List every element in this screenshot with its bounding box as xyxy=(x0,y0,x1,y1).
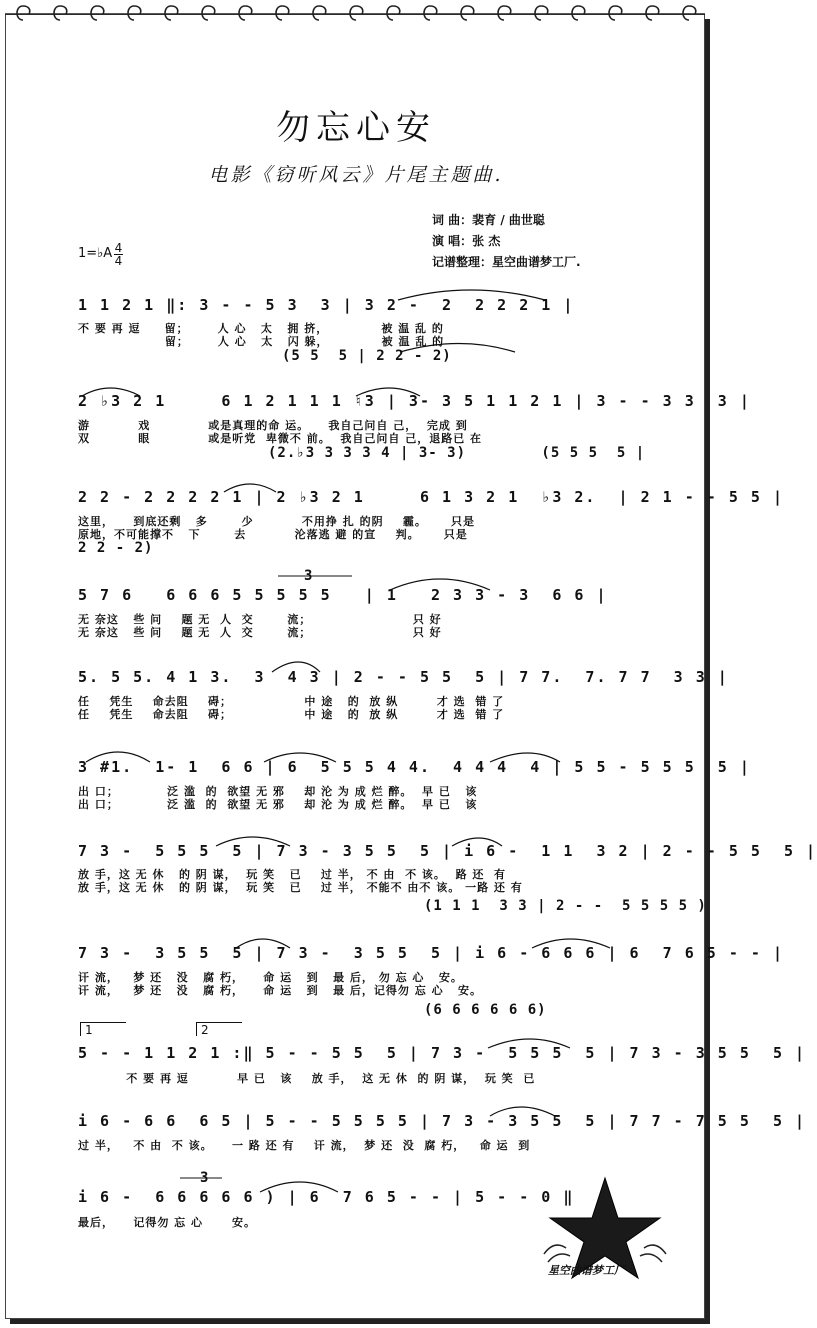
lyric-line-3a: 这里， 到底还剩 多 少 不用挣 扎 的阴 霾。 只是 xyxy=(78,515,476,528)
notation-line-6: 3 #1. 1- 1 6 6 | 6 5 5 5 4 4. 4 4 4 4 | 5 5 - 5 5 5 5 | xyxy=(78,758,751,776)
notation-line-7: 7 3 - 5 5 5 5 | 7 3 - 3 5 5 5 | i 6 - 1 1 3 2 | 2 - - 5 5 5 | xyxy=(78,842,817,860)
lyric-line-5b: 任 凭生 命去阻 碍； 中 途 的 放 纵 才 选 错 了 xyxy=(78,708,505,721)
credit-lyricist-composer: 词 曲：裴育 / 曲世聪 xyxy=(432,213,545,227)
lyric-line-1b: 留； 人 心 太 闪 躲， 被 温 乱 的 xyxy=(78,335,445,348)
lyric-line-5a: 任 凭生 命去阻 碍； 中 途 的 放 纵 才 选 错 了 xyxy=(78,695,505,708)
time-signature-top: 4 xyxy=(114,241,123,255)
key-signature: 1=♭A xyxy=(78,246,113,261)
lyric-line-8a: 讦 流， 梦 还 没 腐 朽， 命 运 到 最 后， 勿 忘 心 安。 xyxy=(78,971,463,984)
lyric-line-2a: 游 戏 或是真理的命 运。 我自己问自 己， 完成 到 xyxy=(78,419,468,432)
credit-transcriber: 记谱整理：星空曲谱梦工厂. xyxy=(432,255,581,269)
volta-ending-2: 2 xyxy=(196,1022,242,1036)
lyric-line-9: 不 要 再 逗 早 已 该 放 手， 这 无 休 的 阴 谋， 玩 笑 已 xyxy=(78,1072,536,1085)
credit-singer: 演 唱：张 杰 xyxy=(432,234,501,248)
song-title: 勿忘心安 xyxy=(276,108,436,148)
notation-line-2: 2 ♭3 2 1 6 1 2 1 1 1 ♮3 | 3- 3 5 1 1 2 1 | 3 - - 3 3 3 | xyxy=(78,392,751,410)
notation-line-4: 5 7 6 6 6 6 5 5 5 5 5 | 1 2 3 3 - 3 6 6 | xyxy=(78,586,608,604)
tuplet-mark-1: 3 xyxy=(304,568,314,584)
song-subtitle: 电影《窃听风云》片尾主题曲. xyxy=(208,164,504,186)
notation-line-1: 1 1 2 1 ‖: 3 - - 5 3 3 | 3 2 - 2 2 2 2 1 | xyxy=(78,296,575,314)
tuplet-mark-2: 3 xyxy=(200,1170,210,1186)
lyric-line-3b: 原地，不可能撑不 下 去 沦落逃 避 的宣 判。 只是 xyxy=(78,528,468,541)
lyric-line-11: 最后， 记得勿 忘 心 安。 xyxy=(78,1216,256,1229)
lyric-line-10: 过 半， 不 由 不 该。 一 路 还 有 讦 流， 梦 还 没 腐 朽， 命 运 到 xyxy=(78,1139,531,1152)
notation-line-10: i 6 - 6 6 6 5 | 5 - - 5 5 5 5 | 7 3 - 3 5 5 5 | 7 7 - 7 5 5 5 | xyxy=(78,1112,807,1130)
lyric-line-7a: 放 手，这 无 休 的 阴 谋， 玩 笑 已 过 半， 不 由 不 该。 路 还 有 xyxy=(78,868,507,881)
lyric-line-6a: 出 口； 泛 滥 的 欲望 无 邪 却 沦 为 成 烂 醉。 早 已 该 xyxy=(78,785,478,798)
time-signature-bottom: 4 xyxy=(114,254,123,268)
notation-line-7-variant: (1 1 1 3 3 | 2 - - 5 5 5 5 ) xyxy=(424,898,707,914)
lyric-line-8b: 讦 流， 梦 还 没 腐 朽， 命 运 到 最 后，记得勿 忘 心 安。 xyxy=(78,984,483,997)
notation-line-3-variant: 2 2 - 2) xyxy=(78,540,154,556)
notation-line-3: 2 2 - 2 2 2 2 1 | 2 ♭3 2 1 6 1 3 2 1 ♭3 2. | 2 1 - - 5 5 | xyxy=(78,488,784,506)
spiral-binding xyxy=(5,0,705,30)
notation-line-9: 5 - - 1 1 2 1 :‖ 5 - - 5 5 5 | 7 3 - 5 5 5 5 | 7 3 - 3 5 5 5 | xyxy=(78,1044,807,1062)
lyric-line-6b: 出 口； 泛 滥 的 欲望 无 邪 却 沦 为 成 烂 醉。 早 已 该 xyxy=(78,798,478,811)
notation-line-5: 5. 5 5. 4 1 3. 3 4 3 | 2 - - 5 5 5 | 7 7. 7. 7 7 3 3 | xyxy=(78,668,729,686)
logo-text: 星空曲谱梦工厂 xyxy=(548,1264,625,1277)
lyric-line-1a: 不 要 再 逗 留； 人 心 太 拥 挤， 被 温 乱 的 xyxy=(78,322,444,335)
notation-line-2-variant: (2.♭3 3 3 3 4 | 3- 3) (5 5 5 5 | xyxy=(268,445,646,461)
notation-line-11: i 6 - 6 6 6 6 6 ) | 6 7 6 5 - - | 5 - - 0 ‖ xyxy=(78,1188,575,1206)
lyric-line-7b: 放 手，这 无 休 的 阴 谋， 玩 笑 已 过 半， 不能不 由不 该。 一路 还 有 xyxy=(78,881,523,894)
lyric-line-4a: 无 奈这 些 问 题 无 人 交 流； 只 好 xyxy=(78,613,442,626)
volta-ending-1: 1 xyxy=(80,1022,126,1036)
notation-line-8-variant: (6 6 6 6 6 6) xyxy=(424,1002,547,1018)
notation-line-8: 7 3 - 3 5 5 5 | 7 3 - 3 5 5 5 | i 6 - 6 6 6 | 6 7 6 5 - - | xyxy=(78,944,784,962)
lyric-line-4b: 无 奈这 些 问 题 无 人 交 流； 只 好 xyxy=(78,626,442,639)
credits-block xyxy=(432,210,581,273)
time-signature xyxy=(114,242,123,267)
lyric-line-2b: 双 眼 或是听党 卑微不 前。 我自己问自 己，退路已 在 xyxy=(78,432,483,445)
notation-line-1-variant: (5 5 5 | 2 2 - 2) xyxy=(282,348,452,364)
